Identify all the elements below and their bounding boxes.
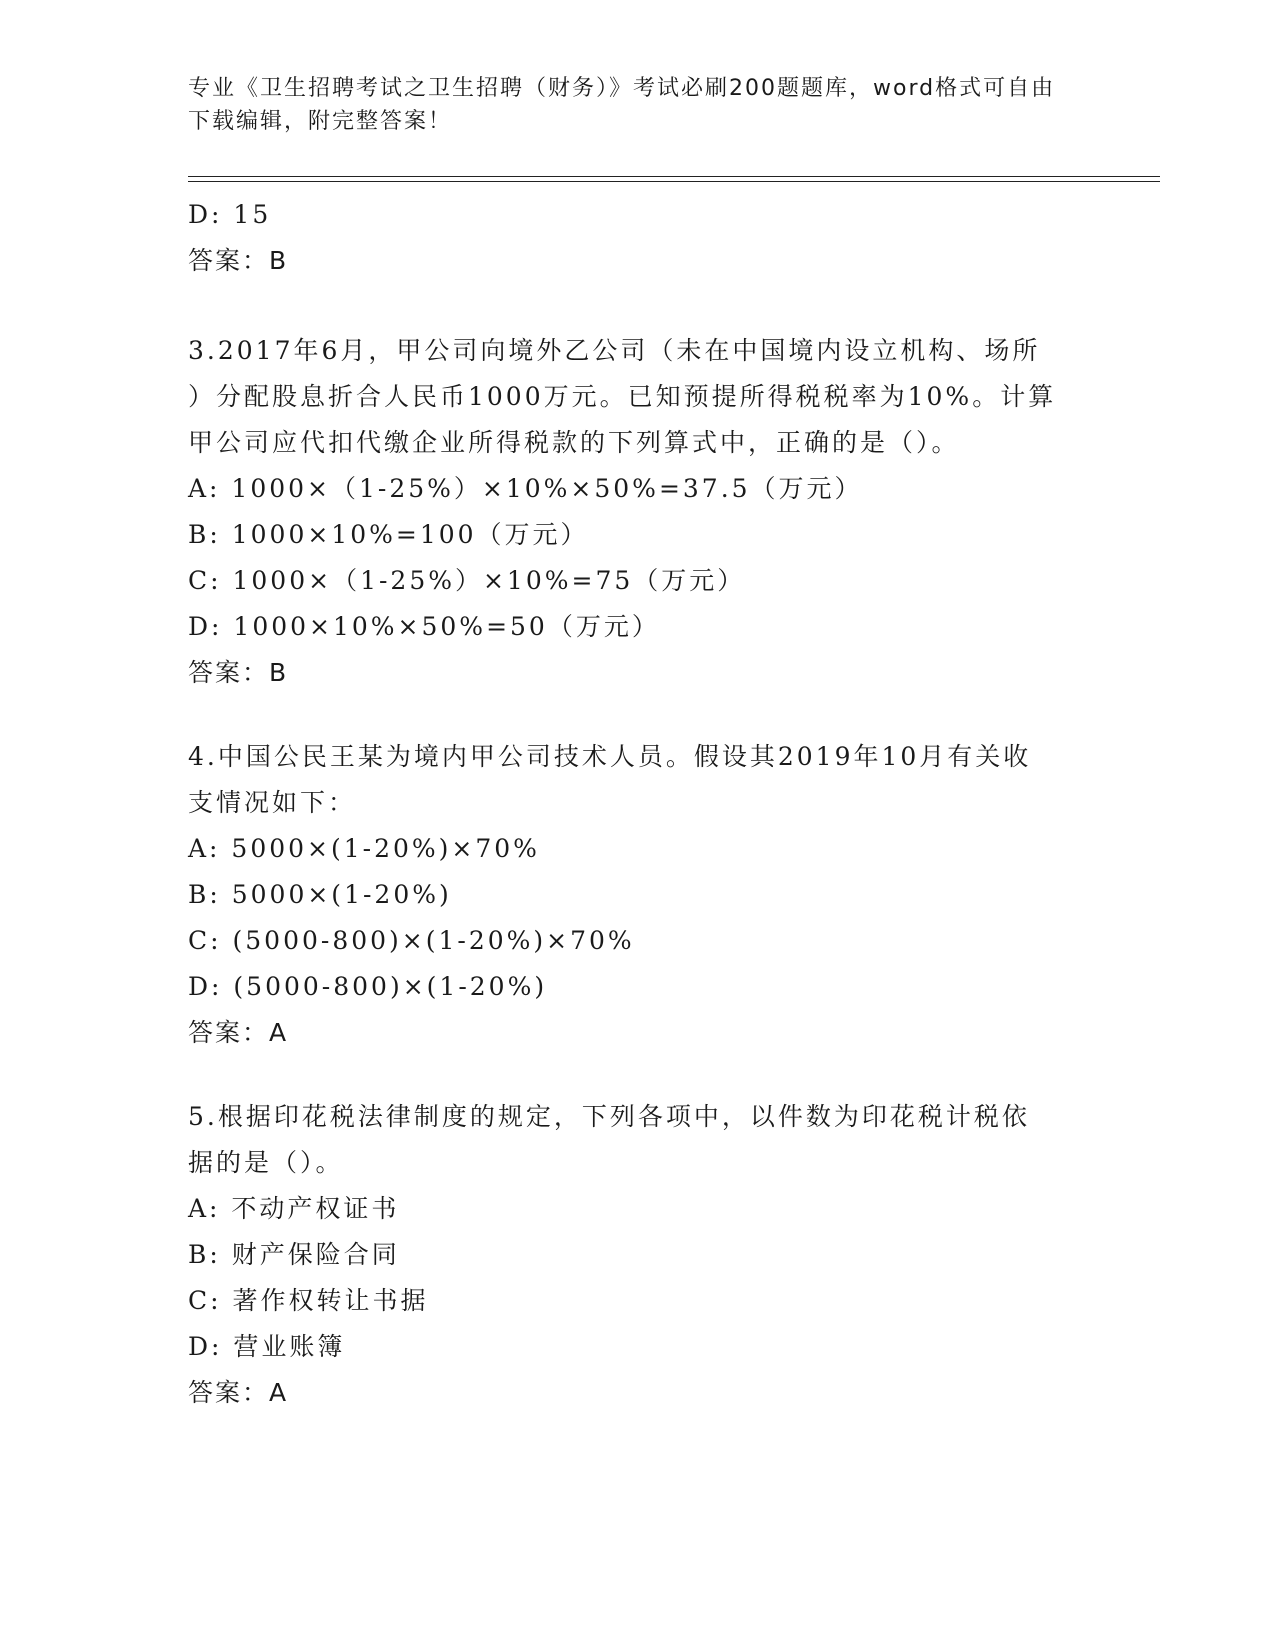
question-4-option-b: B: 5000×(1-20%) (188, 880, 452, 909)
question-3-stem-line-3: 甲公司应代扣代缴企业所得税款的下列算式中，正确的是（）。 (188, 428, 960, 457)
question-4-option-d: D: (5000-800)×(1-20%) (188, 972, 548, 1001)
question-3 (188, 328, 1088, 696)
question-4-stem-line-1: 4.中国公民王某为境内甲公司技术人员。假设其2019年10月有关收 (188, 742, 1032, 771)
question-4-stem-line-2: 支情况如下： (188, 788, 357, 817)
question-5-stem-line-1: 5.根据印花税法律制度的规定，下列各项中，以件数为印花税计税依 (188, 1102, 1030, 1131)
header-rule-top (188, 176, 1160, 177)
question-4-option-a: A: 5000×(1-20%)×70% (188, 834, 540, 863)
question-4-answer: 答案：A (188, 1018, 289, 1047)
question-5-option-c: C: 著作权转让书据 (188, 1286, 429, 1315)
document-header: 专业《卫生招聘考试之卫生招聘（财务）》考试必刷200题题库，word格式可自由下载编辑，附完整答案！ (188, 76, 1056, 134)
question-4 (188, 734, 1088, 1056)
prev-option-d: D: 15 (188, 200, 272, 229)
question-5 (188, 1094, 1088, 1416)
question-5-option-d: D: 营业账簿 (188, 1332, 346, 1361)
question-3-stem-line-1: 3.2017年6月，甲公司向境外乙公司（未在中国境内设立机构、场所 (188, 336, 1041, 365)
question-5-option-a: A: 不动产权证书 (188, 1194, 400, 1223)
header-rule-bottom (188, 181, 1160, 182)
question-5-option-b: B: 财产保险合同 (188, 1240, 400, 1269)
spacer (188, 1056, 1088, 1094)
question-3-option-d: D: 1000×10%×50%=50（万元） (188, 612, 660, 641)
spacer (188, 696, 1088, 734)
question-3-option-b: B: 1000×10%=100（万元） (188, 520, 589, 549)
document-body (188, 192, 1088, 1416)
prev-answer: 答案：B (188, 246, 289, 275)
question-5-stem-line-2: 据的是（）。 (188, 1148, 344, 1177)
question-3-option-c: C: 1000×（1-25%）×10%=75（万元） (188, 566, 746, 595)
question-3-stem-line-2: ）分配股息折合人民币1000万元。已知预提所得税税率为10%。计算 (188, 382, 1057, 411)
question-3-answer: 答案：B (188, 658, 289, 687)
question-5-answer: 答案：A (188, 1378, 289, 1407)
spacer (188, 284, 1088, 328)
question-4-option-c: C: (5000-800)×(1-20%)×70% (188, 926, 635, 955)
question-3-option-a: A: 1000×（1-25%）×10%×50%=37.5（万元） (188, 474, 863, 503)
